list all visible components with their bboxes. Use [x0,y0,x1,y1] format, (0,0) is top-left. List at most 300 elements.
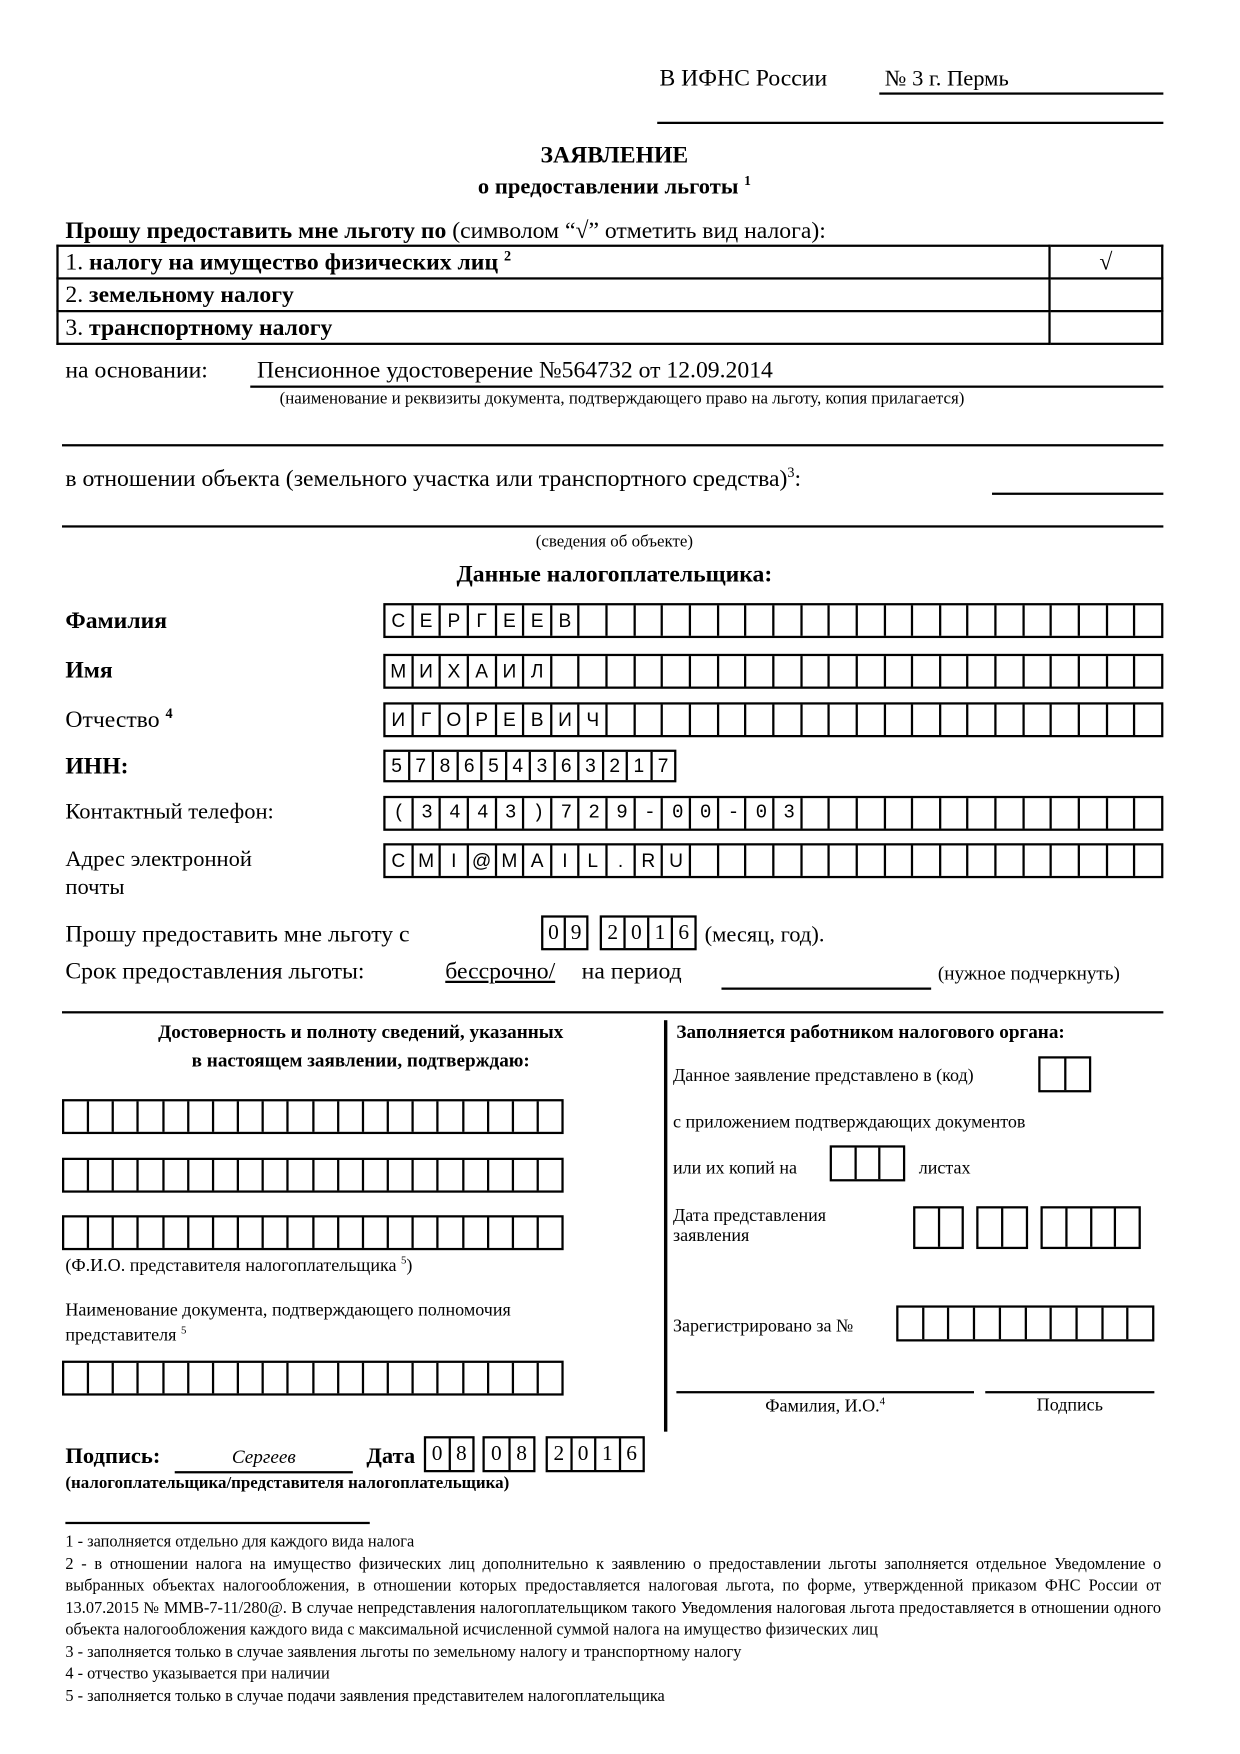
char-cell[interactable] [287,1363,312,1393]
char-cell[interactable]: 8 [508,1438,533,1470]
char-cell[interactable] [1024,1308,1050,1340]
char-cell[interactable] [1064,1059,1089,1091]
char-cell[interactable] [633,705,661,735]
char-cell[interactable] [462,1363,487,1393]
char-cell[interactable] [287,1101,312,1131]
char-cell[interactable] [1078,656,1106,686]
char-cell[interactable] [1022,656,1050,686]
char-cell[interactable]: 0 [548,920,559,945]
char-cell[interactable] [387,1101,412,1131]
char-cell[interactable]: M [411,845,439,875]
char-cell[interactable] [462,1217,487,1247]
char-cell[interactable] [606,705,634,735]
char-cell[interactable] [883,656,911,686]
date-month-field[interactable] [482,1436,535,1472]
char-cell[interactable] [744,845,772,875]
char-cell[interactable] [87,1101,112,1131]
char-cell[interactable]: C [391,849,406,871]
char-cell[interactable] [744,705,772,735]
char-cell[interactable] [237,1363,262,1393]
signature[interactable]: Сергеев [231,1446,296,1468]
char-cell[interactable] [911,845,939,875]
char-cell[interactable] [87,1160,112,1190]
object-input-line-2[interactable] [62,525,1163,527]
char-cell[interactable] [137,1363,162,1393]
char-cell[interactable] [1043,1208,1065,1246]
char-cell[interactable]: M [494,845,522,875]
char-cell[interactable] [1050,605,1078,635]
char-cell[interactable] [387,1217,412,1247]
official-date-month-field[interactable] [976,1206,1028,1249]
rep-name-field-3[interactable] [62,1215,564,1250]
char-cell[interactable] [362,1217,387,1247]
char-cell[interactable]: Г [467,605,495,635]
char-cell[interactable]: 6 [671,918,695,948]
char-cell[interactable]: А [467,656,495,686]
char-cell[interactable] [412,1101,437,1131]
char-cell[interactable] [967,845,995,875]
char-cell[interactable] [87,1363,112,1393]
char-cell[interactable]: Е [494,605,522,635]
char-cell[interactable]: Е [522,605,550,635]
char-cell[interactable] [112,1217,137,1247]
official-date-year-field[interactable] [1040,1206,1140,1249]
char-cell[interactable] [883,798,911,828]
char-cell[interactable]: 9 [564,918,587,948]
char-cell[interactable] [512,1101,537,1131]
char-cell[interactable] [287,1217,312,1247]
char-cell[interactable] [112,1363,137,1393]
char-cell[interactable] [337,1160,362,1190]
recipient-value[interactable]: № 3 г. Пермь [884,66,1009,92]
char-cell[interactable] [800,656,828,686]
char-cell[interactable] [717,605,745,635]
char-cell[interactable] [744,656,772,686]
char-cell[interactable] [1105,605,1133,635]
term-option-indefinite[interactable]: бессрочно/ [445,957,556,985]
tax-checkbox[interactable] [1050,311,1163,344]
tax-checkbox[interactable] [1050,278,1163,311]
char-cell[interactable] [717,656,745,686]
char-cell[interactable] [994,845,1022,875]
patronymic-label-text: Отчество [65,705,160,733]
char-cell[interactable] [387,1160,412,1190]
char-cell[interactable] [994,656,1022,686]
char-cell[interactable] [911,705,939,735]
char-cell[interactable] [911,798,939,828]
char-cell[interactable]: И [391,708,406,730]
char-cell[interactable] [911,605,939,635]
char-cell[interactable] [237,1160,262,1190]
char-cell[interactable]: М [390,660,407,682]
object-label [65,464,801,492]
rep-doc-field[interactable] [62,1361,564,1396]
char-cell[interactable]: . [606,845,634,875]
official-pages-field[interactable] [830,1145,906,1181]
char-cell[interactable] [412,1217,437,1247]
char-cell[interactable] [537,1217,562,1247]
char-cell[interactable]: U [661,845,689,875]
char-cell[interactable] [717,845,745,875]
char-cell[interactable]: 7 [408,752,432,780]
official-title: Заполняется работником налогового органа: [676,1021,1065,1043]
char-cell[interactable]: 4 [504,752,528,780]
char-cell[interactable] [717,705,745,735]
char-cell[interactable]: 7 [650,752,674,780]
char-cell[interactable] [262,1363,287,1393]
char-cell[interactable] [661,705,689,735]
char-cell[interactable] [1105,656,1133,686]
char-cell[interactable] [800,605,828,635]
start-month-field[interactable] [541,915,588,950]
char-cell[interactable] [487,1363,512,1393]
char-cell[interactable] [337,1217,362,1247]
char-cell[interactable] [883,705,911,735]
char-cell[interactable] [922,1308,948,1340]
char-cell[interactable] [487,1101,512,1131]
char-cell[interactable] [772,845,800,875]
char-cell[interactable]: 1 [647,918,671,948]
char-cell[interactable] [1133,605,1161,635]
object-input-line[interactable] [992,493,1163,495]
char-cell[interactable] [915,1208,937,1246]
char-cell[interactable] [1065,1208,1090,1246]
char-cell[interactable]: 2 [607,920,619,945]
char-cell[interactable] [578,656,606,686]
rep-hint-close: ) [406,1256,413,1276]
char-cell[interactable] [412,1160,437,1190]
char-cell[interactable]: 1 [594,1438,618,1470]
char-cell[interactable]: 5 [480,752,504,780]
char-cell[interactable] [187,1363,212,1393]
char-cell[interactable] [262,1217,287,1247]
char-cell[interactable] [137,1217,162,1247]
char-cell[interactable] [537,1363,562,1393]
char-cell[interactable] [855,798,883,828]
char-cell[interactable] [64,1217,87,1247]
char-cell[interactable]: 8 [448,1438,472,1470]
char-cell[interactable] [162,1101,187,1131]
char-cell[interactable] [832,1148,854,1180]
signature-note: (налогоплательщика/представителя налогоплательщика) [65,1474,510,1493]
char-cell[interactable]: 0 [570,1438,594,1470]
char-cell[interactable] [187,1101,212,1131]
inn-label: ИНН: [65,751,129,779]
rep-name-field-2[interactable] [62,1158,564,1193]
char-cell[interactable] [855,705,883,735]
char-cell[interactable] [967,656,995,686]
char-cell[interactable] [855,605,883,635]
date-day-field[interactable] [424,1436,475,1472]
char-cell[interactable] [1050,705,1078,735]
char-cell[interactable] [64,1101,87,1131]
char-cell[interactable] [162,1363,187,1393]
char-cell[interactable] [1001,1208,1026,1246]
char-cell[interactable]: R [633,845,661,875]
char-cell[interactable] [1133,798,1161,828]
phone-value[interactable]: (3443)729-00-03 [393,802,812,825]
char-cell[interactable] [772,656,800,686]
char-cell[interactable] [978,1208,1001,1246]
char-cell[interactable]: В [550,605,578,635]
start-year-field[interactable] [600,915,697,950]
char-cell[interactable] [999,1308,1025,1340]
char-cell[interactable] [312,1101,337,1131]
char-cell[interactable] [879,1148,903,1180]
char-cell[interactable] [772,705,800,735]
char-cell[interactable]: И [550,705,578,735]
official-sign-label: Подпись [1036,1395,1103,1415]
char-cell[interactable] [967,705,995,735]
char-cell[interactable] [854,1148,878,1180]
char-cell[interactable]: I [550,845,578,875]
char-cell[interactable] [1022,605,1050,635]
char-cell[interactable]: L [578,845,606,875]
char-cell[interactable] [689,656,717,686]
official-reg-number-field[interactable] [896,1305,1154,1341]
char-cell[interactable] [1078,705,1106,735]
char-cell[interactable] [967,798,995,828]
char-cell[interactable]: 6 [618,1438,642,1470]
char-cell[interactable] [1022,845,1050,875]
official-date-day-field[interactable] [913,1206,964,1249]
char-cell[interactable] [1022,798,1050,828]
char-cell[interactable] [1127,1308,1153,1340]
char-cell[interactable] [437,1160,462,1190]
char-cell[interactable] [437,1101,462,1131]
char-cell[interactable]: Е [411,605,439,635]
char-cell[interactable]: Л [522,656,550,686]
char-cell[interactable] [1050,798,1078,828]
char-cell[interactable] [898,1308,921,1340]
char-cell[interactable] [855,656,883,686]
char-cell[interactable] [512,1160,537,1190]
char-cell[interactable] [883,845,911,875]
phone-label: Контактный телефон: [65,799,274,825]
char-cell[interactable] [1105,705,1133,735]
char-cell[interactable]: Р [467,705,495,735]
char-cell[interactable] [1075,1308,1101,1340]
char-cell[interactable] [1090,1208,1115,1246]
char-cell[interactable] [1114,1208,1139,1246]
char-cell[interactable] [312,1160,337,1190]
date-year-field[interactable] [546,1436,645,1472]
char-cell[interactable] [112,1101,137,1131]
char-cell[interactable]: 2 [601,752,625,780]
char-cell[interactable] [137,1101,162,1131]
char-cell[interactable] [1040,1059,1063,1091]
char-cell[interactable]: 0 [490,1441,502,1466]
char-cell[interactable] [606,605,634,635]
char-cell[interactable]: Р [439,605,467,635]
char-cell[interactable] [512,1217,537,1247]
char-cell[interactable]: Г [411,705,439,735]
char-cell[interactable] [1022,705,1050,735]
char-cell[interactable] [939,605,967,635]
char-cell[interactable]: О [439,705,467,735]
char-cell[interactable] [162,1160,187,1190]
email-field[interactable] [383,843,1163,878]
char-cell[interactable] [689,605,717,635]
term-period-line[interactable] [721,988,931,990]
char-cell[interactable] [362,1160,387,1190]
char-cell[interactable] [1101,1308,1127,1340]
char-cell[interactable] [1105,798,1133,828]
char-cell[interactable] [578,605,606,635]
char-cell[interactable] [633,656,661,686]
char-cell[interactable] [1078,798,1106,828]
char-cell[interactable] [828,798,856,828]
char-cell[interactable] [967,605,995,635]
char-cell[interactable] [487,1217,512,1247]
char-cell[interactable]: 1 [626,752,650,780]
char-cell[interactable]: 6 [456,752,480,780]
char-cell[interactable] [633,605,661,635]
char-cell[interactable]: И [494,656,522,686]
char-cell[interactable] [550,656,578,686]
char-cell[interactable]: @ [467,845,495,875]
char-cell[interactable] [212,1363,237,1393]
char-cell[interactable] [1133,705,1161,735]
char-cell[interactable] [212,1160,237,1190]
char-cell[interactable]: 3 [577,752,601,780]
basis-extra-line[interactable] [62,444,1163,446]
char-cell[interactable] [237,1217,262,1247]
char-cell[interactable] [437,1217,462,1247]
char-cell[interactable]: I [439,845,467,875]
char-cell[interactable] [1133,845,1161,875]
char-cell[interactable] [437,1363,462,1393]
char-cell[interactable] [939,705,967,735]
char-cell[interactable] [112,1160,137,1190]
inn-field[interactable] [383,750,676,783]
char-cell[interactable]: Х [439,656,467,686]
char-cell[interactable] [994,605,1022,635]
char-cell[interactable] [973,1308,999,1340]
char-cell[interactable] [337,1101,362,1131]
term-option-period[interactable]: на период [581,957,682,985]
object-label-text: в отношении объекта (земельного участка или транспортного средства) [65,464,788,492]
char-cell[interactable] [606,656,634,686]
char-cell[interactable]: Ч [578,705,606,735]
char-cell[interactable] [994,705,1022,735]
char-cell[interactable]: И [411,656,439,686]
char-cell[interactable] [64,1363,87,1393]
char-cell[interactable] [412,1363,437,1393]
char-cell[interactable]: 6 [553,752,577,780]
char-cell[interactable] [939,798,967,828]
rep-name-hint [65,1255,412,1277]
char-cell[interactable] [312,1363,337,1393]
char-cell[interactable]: A [522,845,550,875]
char-cell[interactable] [287,1160,312,1190]
char-cell[interactable] [512,1363,537,1393]
basis-value[interactable]: Пенсионное удостоверение №564732 от 12.09.2014 [257,356,773,384]
char-cell[interactable] [1078,605,1106,635]
surname-field[interactable] [383,603,1163,638]
char-cell[interactable] [828,605,856,635]
char-cell[interactable] [1050,845,1078,875]
patronymic-field[interactable] [383,702,1163,737]
char-cell[interactable] [911,656,939,686]
char-cell[interactable] [828,705,856,735]
char-cell[interactable] [828,845,856,875]
char-cell[interactable] [937,1208,961,1246]
tax-checkbox[interactable]: √ [1050,246,1163,279]
char-cell[interactable] [162,1217,187,1247]
char-cell[interactable] [487,1160,512,1190]
char-cell[interactable]: 3 [529,752,553,780]
char-cell[interactable]: 0 [431,1441,443,1466]
char-cell[interactable]: 2 [553,1441,565,1466]
char-cell[interactable] [744,605,772,635]
char-cell[interactable] [689,845,717,875]
char-cell[interactable] [947,1308,973,1340]
char-cell[interactable] [772,605,800,635]
char-cell[interactable] [661,605,689,635]
form-title: ЗАЯВЛЕНИЕ [540,140,689,168]
char-cell[interactable] [939,845,967,875]
rep-name-field-1[interactable] [62,1099,564,1134]
char-cell[interactable]: 0 [623,918,647,948]
tax-name: налогу на имущество физических лиц [89,248,499,276]
name-field[interactable] [383,654,1163,689]
char-cell[interactable] [537,1160,562,1190]
char-cell[interactable] [187,1160,212,1190]
char-cell[interactable] [994,798,1022,828]
char-cell[interactable] [212,1217,237,1247]
char-cell[interactable]: 8 [432,752,456,780]
char-cell[interactable] [362,1363,387,1393]
char-cell[interactable] [1133,656,1161,686]
official-sign-line[interactable] [985,1391,1154,1393]
char-cell[interactable] [387,1363,412,1393]
char-cell[interactable] [800,845,828,875]
char-cell[interactable]: С [391,609,406,631]
char-cell[interactable] [262,1160,287,1190]
char-cell[interactable] [828,656,856,686]
char-cell[interactable] [689,705,717,735]
char-cell[interactable] [137,1160,162,1190]
official-code-field[interactable] [1038,1056,1091,1092]
char-cell[interactable] [1050,656,1078,686]
char-cell[interactable] [362,1101,387,1131]
char-cell[interactable] [1105,845,1133,875]
char-cell[interactable] [800,705,828,735]
char-cell[interactable]: Е [494,705,522,735]
char-cell[interactable]: 5 [391,754,402,777]
char-cell[interactable] [661,656,689,686]
char-cell[interactable] [187,1217,212,1247]
char-cell[interactable] [337,1363,362,1393]
char-cell[interactable] [64,1160,87,1190]
char-cell[interactable] [237,1101,262,1131]
char-cell[interactable] [537,1101,562,1131]
char-cell[interactable] [462,1160,487,1190]
char-cell[interactable] [262,1101,287,1131]
char-cell[interactable] [312,1217,337,1247]
char-cell[interactable] [939,656,967,686]
char-cell[interactable] [1078,845,1106,875]
char-cell[interactable] [855,845,883,875]
char-cell[interactable] [462,1101,487,1131]
char-cell[interactable] [87,1217,112,1247]
char-cell[interactable] [212,1101,237,1131]
official-fio-line[interactable] [676,1391,974,1393]
char-cell[interactable]: В [522,705,550,735]
char-cell[interactable] [883,605,911,635]
char-cell[interactable] [1050,1308,1076,1340]
